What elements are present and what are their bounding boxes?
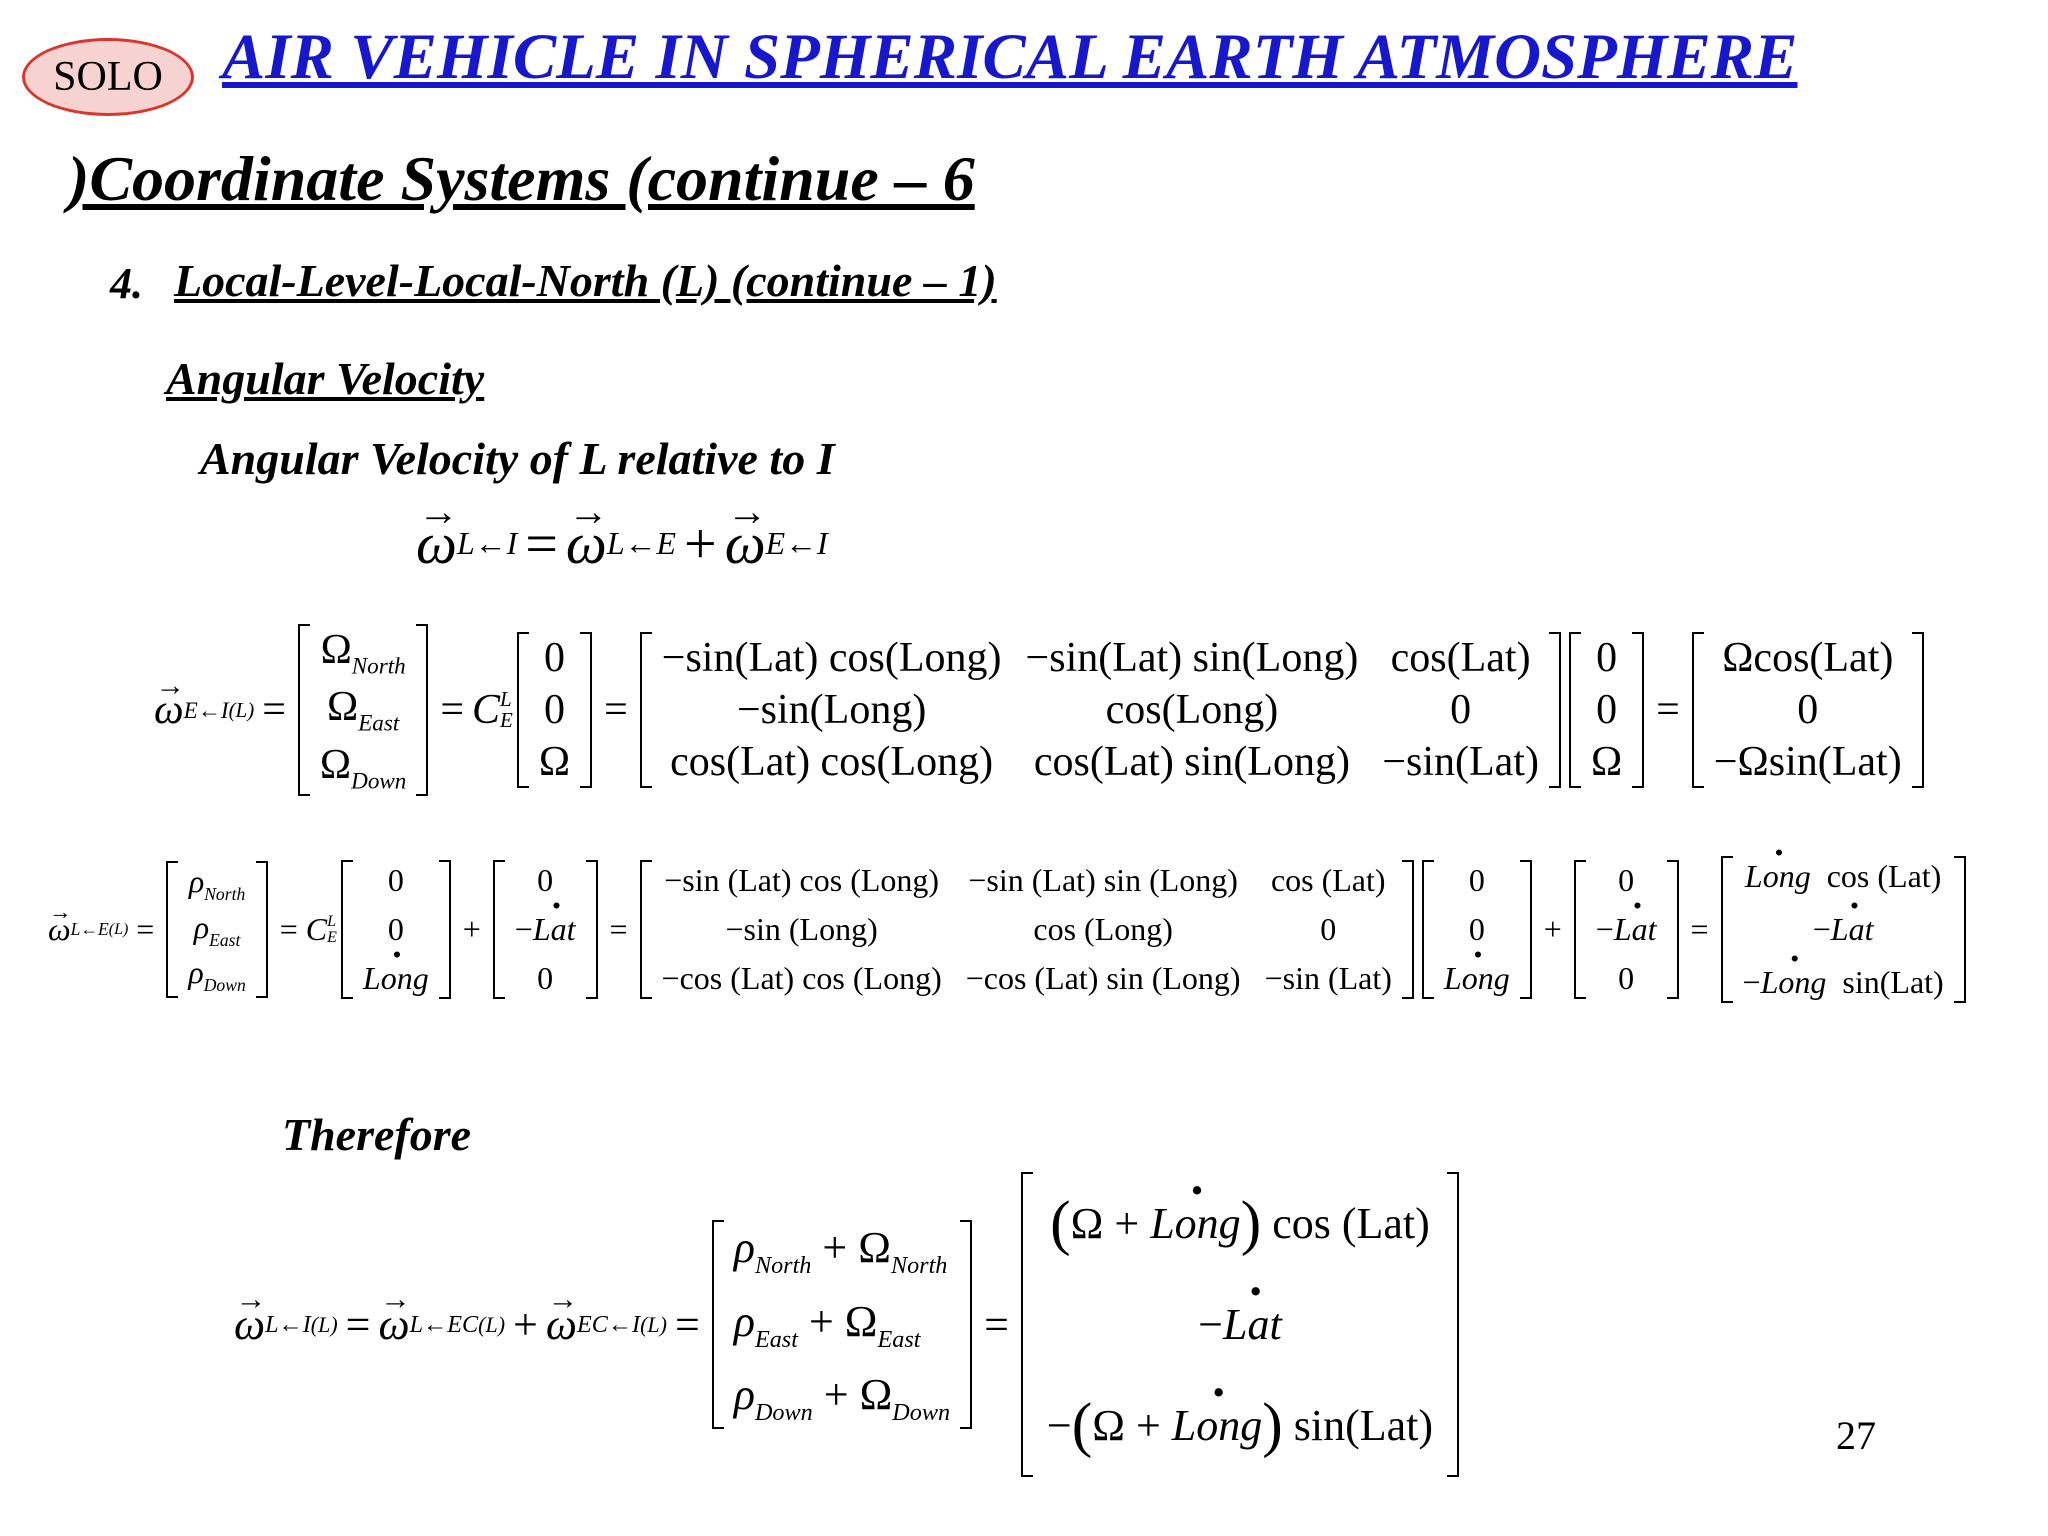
subscript: L←EC (409, 1310, 479, 1338)
omega-vector: → ω (48, 911, 71, 948)
section-heading: )Coordinate Systems (continue – 6 (68, 143, 975, 214)
subscript: E←I (183, 696, 229, 723)
slide-title: AIR VEHICLE IN SPHERICAL EARTH ATMOSPHERE (222, 21, 1798, 93)
subscript: L←I (456, 525, 518, 561)
subscript: L←E (70, 919, 109, 939)
omega-vector: → ω (566, 510, 607, 577)
therefore-label: Therefore (282, 1109, 472, 1160)
long-rate-vector: 0 0 • Long (341, 860, 451, 999)
dcm-symbol: C (472, 687, 501, 734)
dcm-symbol: C (305, 911, 328, 947)
omega-vector: → ω (416, 510, 457, 577)
logo-text: SOLO (53, 54, 163, 100)
subscript: L←E (606, 525, 676, 561)
equation-1: → ω L←I = → ω L←E + → ω E←I (416, 510, 828, 577)
earth-rate-vector: 0 0 Ω (517, 632, 592, 788)
subscript: E←I (765, 525, 828, 561)
superscript: (L) (310, 1311, 338, 1337)
lat-rate-vector: 0 −• Lat 0 (493, 860, 598, 999)
omega-components-vector: $\Omega_{North}$ $\Omega_{East}$ $\Omega_{Down}$ (298, 624, 428, 796)
rotation-matrix: −sin (Lat) cos (Long) −sin (Lat) sin (Long) cos (Lat) −sin (Long) cos (Long) 0 −cos (Lat) cos (Long) −cos (Lat) sin (Long) −sin (Lat) (640, 860, 1414, 999)
angular-velocity-heading: Angular Velocity (166, 353, 485, 404)
omega-vector: → ω (379, 1299, 410, 1350)
superscript: (L) (478, 1311, 506, 1337)
lat-rate-vector: 0 −• Lat 0 (1574, 860, 1679, 999)
result-vector: (Ω + • Long) cos (Lat) −• Lat −(Ω + • Long) sin(Lat) (1021, 1172, 1459, 1477)
angular-velocity-subheading: Angular Velocity of L relative to I (200, 433, 835, 484)
omega-vector: → ω (546, 1299, 577, 1350)
equation-3: → ω L←E (L) = $\rho_{North}$ $\rho_{East}$ $\rho_{Down}$ = C L E 0 0 • Long + 0 −• Lat 0 = −sin (Lat) cos (Long) −sin (Lat) sin (Long) cos (Lat) −sin (Long) cos (Long) 0 −cos (Lat) cos (Long) −cos (Lat) sin (Long) −sin (Lat) 0 0 • Long + 0 −• Lat 0 = • Long cos (Lat) −• Lat −• Long sin(Lat) (48, 856, 1970, 1003)
result-vector: • Long cos (Lat) −• Lat −• Long sin(Lat) (1721, 856, 1966, 1003)
superscript: (L) (108, 920, 129, 938)
page-number: 27 (1836, 1413, 1876, 1458)
omega-vector: → ω (154, 686, 184, 734)
omega-vector: → ω (725, 510, 766, 577)
superscript: (L) (228, 697, 255, 722)
long-rate-vector: 0 0 • Long (1422, 860, 1532, 999)
subsection-heading: Local-Level-Local-North (L) (continue – 1) (174, 255, 997, 306)
rho-vector: $\rho_{North}$ $\rho_{East}$ $\rho_{Down}$ (166, 861, 267, 999)
equation-4: → ω L←I (L) = → ω L←EC (L) + → ω EC←I (L) = $\rho_{North} + \Omega_{North}$ $\rho_{East} + \Omega_{East}$ $\rho_{Down} + \Omega_{Down}$ = (Ω + • Long) cos (Lat) −• Lat −(Ω + • Long) sin(Lat) (234, 1172, 1463, 1477)
omega-vector: → ω (234, 1299, 265, 1350)
equation-2: → ω E←I (L) = $\Omega_{North}$ $\Omega_{East}$ $\Omega_{Down}$ = C L E 0 0 Ω = −sin(Lat) cos(Long) −sin(Lat) sin(Long) cos(Lat) −sin(Long) cos(Long) 0 cos(Lat) cos(Long) cos(Lat) sin(Long) −sin(Lat) 0 0 Ω = Ωcos(Lat) 0 −Ωsin(Lat) (154, 624, 1928, 796)
subsection-number: 4. (110, 259, 143, 308)
solo-logo (22, 38, 194, 116)
superscript: (L) (640, 1311, 667, 1337)
sum-vector: $\rho_{North} + \Omega_{North}$ $\rho_{East} + \Omega_{East}$ $\rho_{Down} + \Omega_{Down}$ (712, 1220, 972, 1430)
subscript: EC←I (576, 1310, 641, 1338)
rotation-matrix: −sin(Lat) cos(Long) −sin(Lat) sin(Long) cos(Lat) −sin(Long) cos(Long) 0 cos(Lat) cos(Long) cos(Lat) sin(Long) −sin(Lat) (640, 632, 1561, 788)
subscript: L←I (265, 1310, 311, 1338)
earth-rate-vector: 0 0 Ω (1569, 632, 1644, 788)
result-vector: Ωcos(Lat) 0 −Ωsin(Lat) (1692, 632, 1924, 788)
